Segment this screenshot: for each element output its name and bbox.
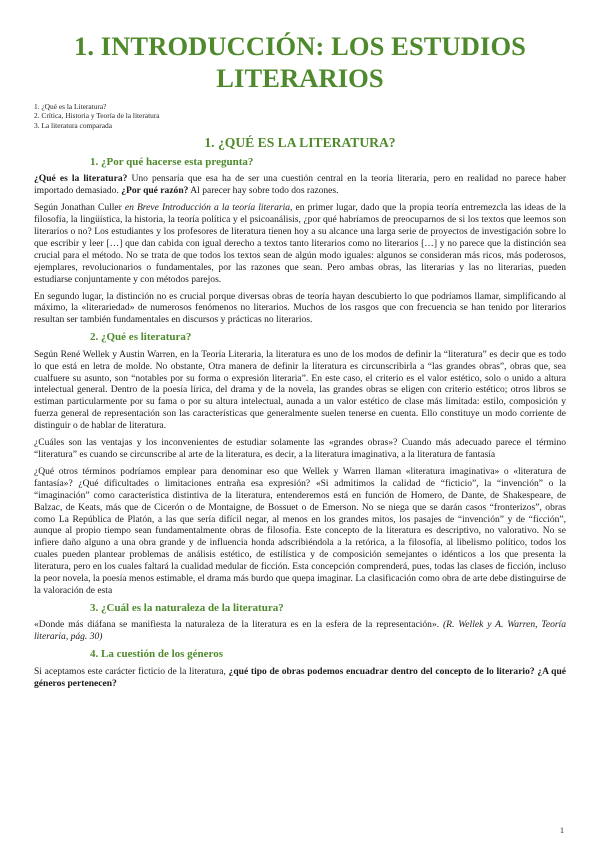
title-line-2: LITERARIOS [216, 63, 384, 93]
paragraph-8: Si aceptamos este carácter ficticio de la literatura, ¿qué tipo de obras podemos encuadrar dentro del concepto de lo literario? ¿A qué géneros pertenecen? [34, 665, 566, 689]
paragraph-1-question: ¿Qué es la literatura? [34, 173, 128, 185]
document-title [34, 30, 566, 94]
paragraph-8-question: ¿qué tipo de obras podemos encuadrar dentro del concepto de lo literario? ¿A qué géneros pertenecen? [34, 665, 566, 689]
toc-item[interactable]: 3. La literatura comparada [34, 120, 112, 130]
paragraph-7: «Donde más diáfana se manifiesta la naturaleza de la literatura es en la esfera de la representación». (R. Wellek y A. Warren, Teoría literaria, pág. 30) [34, 619, 566, 643]
subsection-heading-3: 3. ¿Cuál es la naturaleza de la literatura? [90, 601, 284, 614]
toc-item[interactable]: 2. Crítica, Historia y Teoría de la literatura [34, 111, 160, 121]
book-title: en Breve Introducción a la teoría literaria [124, 202, 291, 214]
subsection-heading-4: 4. La cuestión de los géneros [90, 648, 224, 661]
subsection-heading-2: 2. ¿Qué es literatura? [90, 331, 192, 344]
section-heading: 1. ¿QUÉ ES LA LITERATURA? [204, 134, 396, 150]
paragraph-3: En segundo lugar, la distinción no es crucial porque diversas obras de teoría hayan descubierto lo que podríamos llamar, simplificando al máximo, la «literariedad» de numerosos fenómenos no literarios. Muchos de los rasgos que con frecuencia se han tenido por literarios resultan ser también fundamentales en discursos y prácticas no literarios. [34, 290, 566, 326]
page-content [34, 30, 566, 690]
paragraph-5: ¿Cuáles son las ventajas y los inconvenientes de estudiar solamente las «grandes obras»? Cuando más adecuado parece el término “literatura” es cuando se circunscribe al arte de la literatura, es decir, a la literatura imaginativa, a la literatura de fantasía [34, 437, 566, 461]
table-of-contents [34, 102, 566, 130]
page-number: 1 [560, 826, 564, 835]
paragraph-2: Según Jonathan Culler en Breve Introducción a la teoría literaria, en primer lugar, dado que la propia teoría entremezcla las ideas de la filosofía, la lingüística, la historia, la teoría política y el psicoanálisis, ¿por qué habríamos de preocuparnos de si los textos que leemos son literarios o no? Los estudiantes y los profesores de literatura tienen hoy a su alcance una larga serie de proyectos de investigación sobre lo que escribir y leer […] que dan cabida con igual derecho a textos tanto literarios como no literarios […] y no parece que la distinción sea crucial para el método. No se trata de que todos los textos sean de algún modo iguales: algunos se consideran más ricos, más poderosos, ejemplares, revolucionarios o fundamentales, por las razones que sean. Pero ambas obras, las literarias y las no literarias, pueden estudiarse conjuntamente y con métodos parejos. [34, 202, 567, 285]
title-line-1: 1. INTRODUCCIÓN: LOS ESTUDIOS [73, 31, 526, 61]
paragraph-6: ¿Qué otros términos podríamos emplear para denominar eso que Wellek y Warren llaman «literatura imaginativa» o «literatura de fantasía»? ¿Qué dificultades o limitaciones entraña esa expresión? «Si admitimos la calidad de “ficticio”, la “invención” o la “imaginación” como característica distintiva de la literatura, entenderemos está en función de Homero, de Dante, de Shakespeare, de Balzac, de Keats, más que de Cicerón o de Montaigne, de Bossuet o de Emerson. No se niega que se darán casos “fronterizos”, obras como La República de Platón, a las que sería difícil negar, al menos en los grandes mitos, los pasajes de “invención” y de “ficción”, aunque al propio tiempo sean fundamentalmente obras de filosofía. Este concepto de la literatura es descriptivo, no valorativo. No se infiere daño alguno a una obra grande y de influencia honda adscribiéndola a la retórica, a la filosofía, al libelismo político, todos los cuales pueden plantear problemas de análisis estético, de estilística y de composición semejantes o idénticos a los que presenta la literatura, pero en los cuales faltará la cualidad medular de ficción. Esta concepción comprenderá, pues, todas las clases de ficción, incluso la peor novela, la poesía menos estimable, el drama más burdo que quepa imaginar. La clasificación como obra de arte debe distinguirse de la valoración de esta [34, 465, 566, 596]
toc-item[interactable]: 1. ¿Qué es la Literatura? [34, 102, 107, 111]
subsection-heading-1: 1. ¿Por qué hacerse esta pregunta? [90, 155, 254, 168]
paragraph-1-question-2: ¿Por qué razón? [121, 185, 189, 197]
citation: (R. Wellek y A. Warren, Teoría literaria, pág. 30) [34, 619, 566, 643]
paragraph-4: Según René Wellek y Austin Warren, en la Teoría Literaria, la literatura es uno de los modos de definir la “literatura” es decir que es todo lo que está en letra de molde. No obstante, Otra manera de definir la literatura es circunscribirla a “las grandes obras”, obras que, sea cualfuere su asunto, son “notables por su forma o expresión literaria”. En este caso, el criterio es el valor estético, solo o unido a altura intelectual general. Dentro de la poesía lírica, del drama y de la novela, las grandes obras se eligen con criterio estético; otros libros se estiman particularmente por su fama o por su altura intelectual, aunada a un valor estético de clase más limitada: estilo, composición y fuerza general de representación son las características que generalmente suelen tenerse en cuenta. Ello constituye un modo corriente de distinguir o de hablar de literatura. [34, 348, 566, 432]
paragraph-1: ¿Qué es la literatura? Uno pensaría que esa ha de ser una cuestión central en la teoría literaria, pero en realidad no parece haber importado demasiado. ¿Por qué razón? Al parecer hay sobre todo dos razones. [34, 173, 566, 197]
